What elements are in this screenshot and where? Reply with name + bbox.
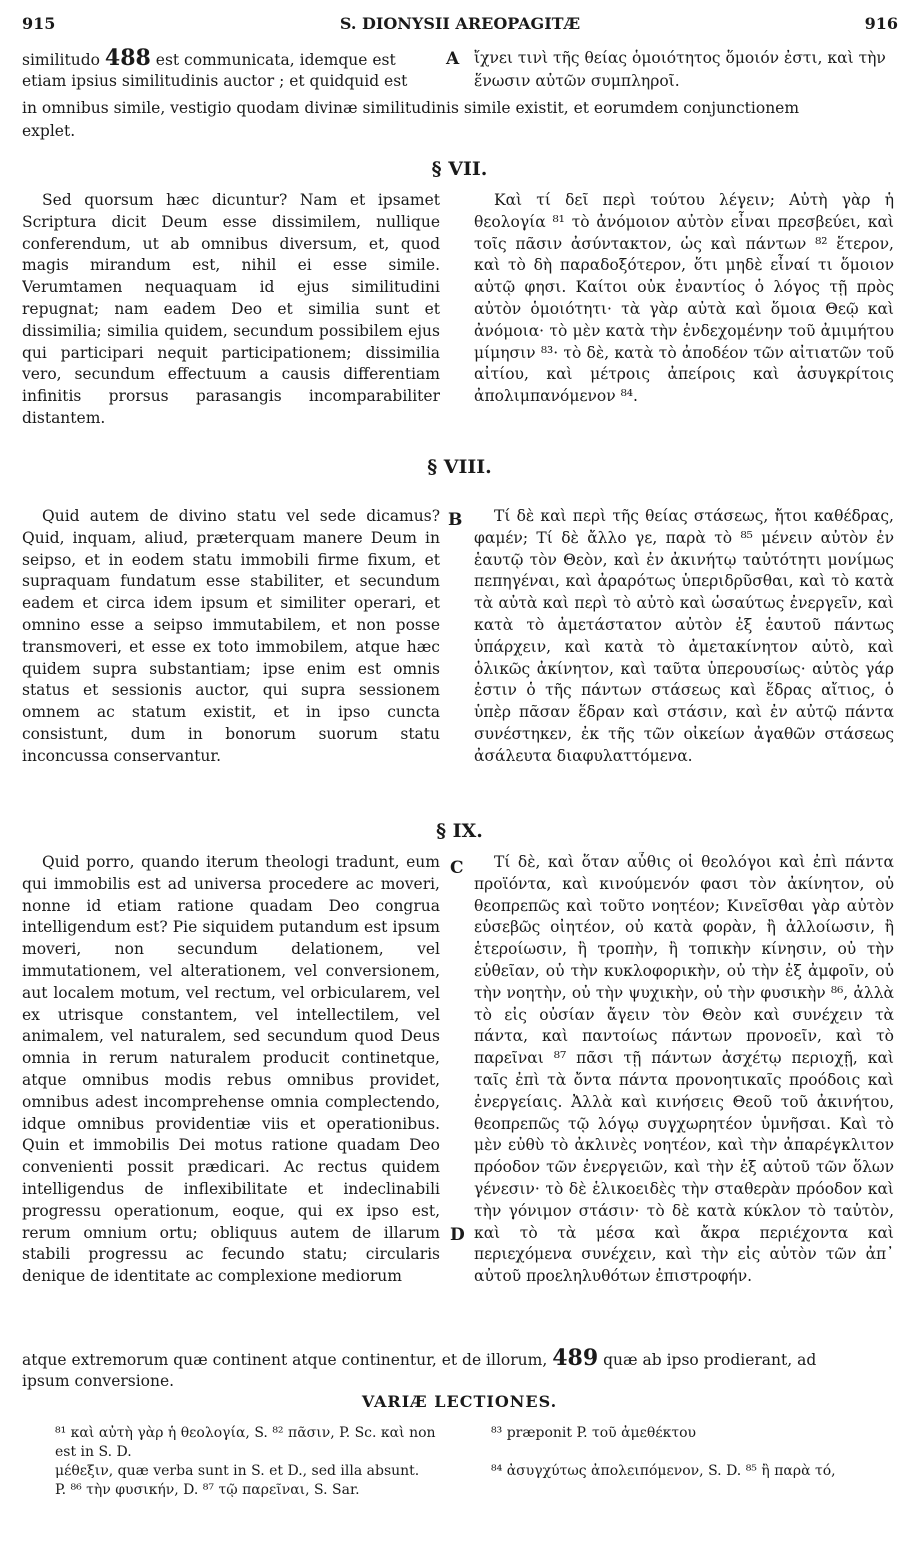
column-number-488: 488 xyxy=(104,45,151,71)
note-line: ⁸³ præponit P. τοῦ ἀμεθέκτου xyxy=(491,1425,697,1441)
left-page-number: 915 xyxy=(22,14,56,33)
top-latin-line2: etiam ipsius similitudinis auctor ; et quidquid est xyxy=(22,72,408,90)
section-vii-latin: Sed quorsum hæc dicuntur? Nam et ipsamet Scriptura dicit Deum esse dissimilem, nullique conferendum, ut ab omnibus diversum, et, quod magis mirandum est, nihil ei esse simile. Verumtamen nequaquam id ejus similitudini repugnat; nam eadem Deo et similia sunt et dissimilia; similia quidem, secundum possibilem ejus qui participari nequit participationem; dissimilia vero, secundum effectuum a causis differentiam infinitis prorsus parasangis incomparabiliter distantem. xyxy=(22,191,440,427)
variae-lectiones-heading: VARIÆ LECTIONES. xyxy=(361,1392,558,1411)
running-title: S. DIONYSII AREOPAGITÆ xyxy=(339,14,581,33)
top-full-line4: explet. xyxy=(22,122,76,140)
section-heading-viii: § VIII. xyxy=(427,456,492,478)
section-heading-ix: § IX. xyxy=(436,820,483,842)
margin-letter-c: C xyxy=(450,858,464,878)
latin-text: est communicata, idemque est xyxy=(155,51,396,69)
margin-letter-b: B xyxy=(448,510,463,530)
top-greek-line2: ἕνωσιν αὐτῶν συμπληροῖ. xyxy=(474,72,680,90)
section-ix-end-line2: ipsum conversione. xyxy=(22,1372,175,1390)
latin-text: quæ ab ipso prodierant, ad xyxy=(603,1351,817,1369)
top-greek-line1: ἴχνει τινὶ τῆς θείας ὁμοιότητος ὅμοιόν ἐστι, καὶ τὴν xyxy=(474,49,886,67)
note-line: ⁸¹ καὶ αὐτὴ γὰρ ἡ θεολογία, S. ⁸² πᾶσιν, P. Sc. καὶ non est in S. D. xyxy=(55,1425,436,1460)
latin-text: atque extremorum quæ continent atque continentur, et de illorum, xyxy=(22,1351,548,1369)
top-full-line3: in omnibus simile, vestigio quodam divinæ similitudinis simile existit, et eorumdem conjunctionem xyxy=(22,99,800,117)
section-viii-greek: Τί δὲ καὶ περὶ τῆς θείας στάσεως, ἤτοι καθέδρας, φαμέν; Τί δὲ ἄλλο γε, παρὰ τὸ ⁸⁵ μένειν αὐτὸν ἐν ἑαυτῷ τὸν Θεὸν, καὶ ἐν ἀκινήτῳ ταὐτότητι μονίμως πεπηγέναι, καὶ ἀραρότως ὑπεριδρῦσθαι, καὶ τὸ κατὰ τὰ αὐτὰ καὶ περὶ τὸ αὐτὸ καὶ ὡσαύτως ἐνεργεῖν, καὶ κατὰ τὸ ἀμετάστατον αὐτὸν ἐξ ἑαυτοῦ πάντως ὑπάρχειν, καὶ κατὰ τὸ ἀμετακίνητον αὐτὸ, καὶ ὁλικῶς ἀκίνητον, καὶ ταῦτα ὑπερουσίως· αὐτὸς γάρ ἐστιν ὁ τῆς πάντων στάσεως καὶ ἕδρας αἴτιος, ὁ ὑπὲρ πᾶσαν ἕδραν καὶ στάσιν, καὶ ἐν αὐτῷ πάντα συνέστηκεν, ἐκ τῆς τῶν οἰκείων ἀγαθῶν στάσεως ἀσάλευτα διαφυλαττόμενα. xyxy=(474,507,894,765)
section-heading-vii: § VII. xyxy=(431,158,488,180)
section-ix-latin: Quid porro, quando iterum theologi tradunt, eum qui immobilis est ad universa procedere ac moveri, nonne id etiam ratione quadam Deo congrua intelligendum est? Pie siquidem putandum est ipsum moveri, non secundum delationem, vel immutationem, vel alterationem, vel conversionem, aut localem motum, vel rectum, vel orbicularem, vel ex utrisque constantem, vel intellectilem, vel animalem, vel naturalem, sed secundum quod Deus omnia in rerum naturalem producit continetque, atque omnibus modis rebus omnibus providet, omnibus adest incomprehense omnia complectendo, idque omnibus providentiæ viis et operationibus. Quin et immobilis Dei motus ratione quadam Deo convenienti possit prædicari. Ac rectus quidem intelligendus de inflexibilitate et indeclinabili progressu operationum, eoque, qui ex ipso est, rerum omnium ortu; obliquus autem de illarum stabili progressu ac fecundo statu; circularis denique de identitate ac complexione mediorum xyxy=(22,853,440,1286)
note-line: μέθεξιν, quæ verba sunt in S. et D., sed illa absunt. xyxy=(55,1463,420,1479)
variae-lectiones-notes xyxy=(55,1424,895,1500)
note-line: P. ⁸⁶ τὴν φυσικήν, D. ⁸⁷ τῷ παρεῖναι, S. Sar. xyxy=(55,1482,360,1498)
latin-text: similitudo xyxy=(22,51,100,69)
margin-letter-a: A xyxy=(446,49,460,69)
section-ix-greek: Τί δὲ, καὶ ὅταν αὖθις οἱ θεολόγοι καὶ ἐπὶ πάντα προϊόντα, καὶ κινούμενόν φασι τὸν ἀκίνητον, οὐ θεοπρεπῶς καὶ τοῦτο νοητέον; Κινεῖσθαι γὰρ αὐτὸν εὐσεβῶς οἰητέον, οὐ κατὰ φορὰν, ἢ ἀλλοίωσιν, ἢ ἑτεροίωσιν, ἢ τροπὴν, ἢ τοπικὴν κίνησιν, οὐ τὴν εὐθεῖαν, οὐ τὴν κυκλοφορικὴν, οὐ τὴν ἐξ ἀμφοῖν, οὐ τὴν νοητὴν, οὐ τὴν ψυχικὴν, οὐ τὴν φυσικὴν ⁸⁶, ἀλλὰ τὸ εἰς οὐσίαν ἄγειν τὸν Θεὸν καὶ συνέχειν τὰ πάντα, καὶ παντοίως πάντων προνοεῖν, καὶ τὸ παρεῖναι ⁸⁷ πᾶσι τῇ πάντων ἀσχέτῳ περιοχῇ, καὶ ταῖς ἐπὶ τὰ ὄντα πάντα προνοητικαῖς προόδοις καὶ ἐνεργείαις. Ἀλλὰ καὶ κινήσεις Θεοῦ τοῦ ἀκινήτου, θεοπρεπῶς τῷ λόγῳ συγχωρητέον ὑμνῆσαι. Καὶ τὸ μὲν εὐθὺ τὸ ἀκλινὲς νοητέον, καὶ τὴν ἀπαρέγκλιτον πρόοδον τῶν ἐνεργειῶν, καὶ τὴν ἐξ αὐτοῦ τῶν ὅλων γένεσιν· τὸ δὲ ἑλικοειδὲς τὴν σταθερὰν πρόοδον καὶ τὴν γόνιμον στάσιν· τὸ δὲ κατὰ κύκλον τὸ ταὐτὸν, καὶ τὸ τὰ μέσα καὶ ἄκρα περιέχοντα καὶ περιεχόμενα συνέχειν, καὶ τὴν εἰς αὐτὸν τῶν ἀπ᾽ αὐτοῦ προεληλυθότων ἐπιστροφήν. xyxy=(474,853,894,1286)
section-vii-greek: Καὶ τί δεῖ περὶ τούτου λέγειν; Αὐτὴ γὰρ ἡ θεολογία ⁸¹ τὸ ἀνόμοιον αὐτὸν εἶναι πρεσβεύει, καὶ τοῖς πᾶσιν ἀσύντακτον, ὡς καὶ πάντων ⁸² ἕτερον, καὶ τὸ δὴ παραδοξότερον, ὅτι μηδὲ εἶναί τι ὅμοιον αὐτῷ φησι. Καίτοι οὐκ ἐναντίος ὁ λόγος τῇ πρὸς αὐτὸν ὁμοιότητι· τὰ γὰρ αὐτὰ καὶ ὅμοια Θεῷ καὶ ἀνόμοια· τὸ μὲν κατὰ τὴν ἐνδεχομένην τοῦ ἀμιμήτου μίμησιν ⁸³· τὸ δὲ, κατὰ τὸ ἀποδέον τῶν αἰτιατῶν τοῦ αἰτίου, καὶ μέτροις ἀπείροις καὶ ἀσυγκρίτοις ἀπολιμπανόμενον ⁸⁴. xyxy=(474,191,894,406)
section-ix-end-line1 xyxy=(22,1345,896,1372)
section-viii-latin: Quid autem de divino statu vel sede dicamus? Quid, inquam, aliud, præterquam manere Deum in seipso, et in eodem statu immobili firme fixum, et supraquam fundatum esse stabiliter, et secundum eadem et circa idem ipsum et similiter operari, et omnino esse a seipso immutabilem, et non posse transmoveri, et esse ex toto immobilem, atque hæc quidem supra substantiam; ipse enim est omnis status et sessionis auctor, qui supra sessionem omnem ac statum existit, et in ipso cuncta consistunt, dum in bonorum suorum statu inconcussa conservantur. xyxy=(22,507,440,765)
top-latin-line1 xyxy=(22,45,440,72)
margin-letter-d: D xyxy=(450,1225,465,1245)
page-header xyxy=(22,14,898,36)
right-page-number: 916 xyxy=(864,14,898,33)
note-line: ⁸⁴ ἀσυγχύτως ἀπολειπόμενον, S. D. ⁸⁵ ἢ παρὰ τό, xyxy=(491,1463,836,1479)
column-number-489: 489 xyxy=(552,1345,599,1371)
